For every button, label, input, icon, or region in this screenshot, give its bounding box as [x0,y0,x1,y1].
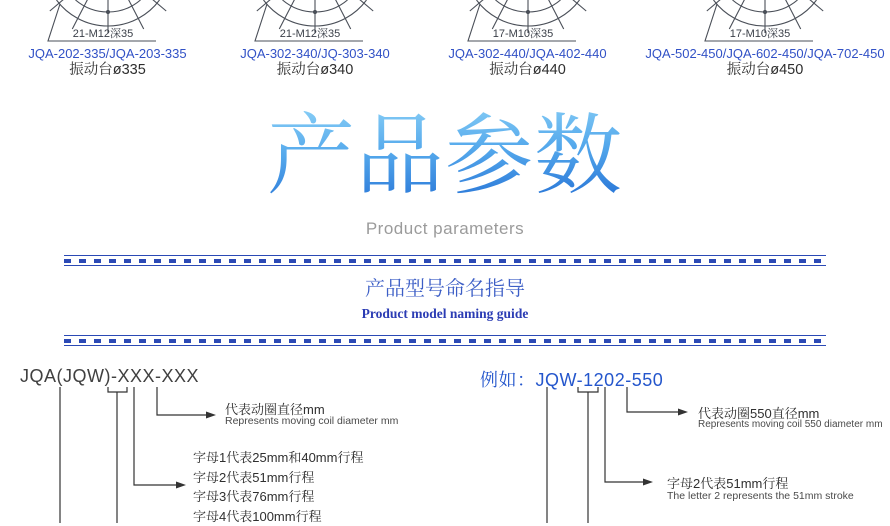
dashed-track-top [64,255,826,266]
dashed-track-bottom [64,335,826,346]
model-numbers: JQA-302-340/JQ-303-340 [240,46,390,61]
naming-guide-inner [64,266,826,335]
stroke-code-line-3: 字母3代表76mm行程 [193,487,363,507]
section-title-cn: 产品参数 [0,108,890,204]
flange-drawing-icon [215,0,415,46]
model-numbers: JQA-202-335/JQA-203-335 [28,46,186,61]
model-numbers: JQA-502-450/JQA-602-450/JQA-702-450 [645,46,884,61]
flange-drawing-icon [428,0,628,46]
flange-drawing-icon [665,0,865,46]
product-column-440 [415,0,640,80]
product-drawings-row [0,0,890,80]
hole-spec-label: 17-M10深35 [730,27,791,40]
product-column-450 [640,0,890,80]
naming-guide-title-cn: 产品型号命名指导 [64,277,826,301]
hole-spec-label: 21-M12深35 [280,27,341,40]
hole-spec-label: 21-M12深35 [72,27,133,40]
diameter-550-label-en: Represents moving coil 550 diameter mm [698,419,883,430]
table-caption: 振动台ø335 [69,62,146,79]
diameter-label-cn: 代表动圈直径mm [225,399,325,418]
stroke-code-line-4: 字母4代表100mm行程 [193,507,363,526]
naming-guide-subtitle-en: Product model naming guide [64,305,826,322]
table-caption: 振动台ø340 [277,62,354,79]
hole-spec-label: 17-M10深35 [492,27,553,40]
stroke-code-list [193,448,363,526]
stroke-code-line-2: 字母2代表51mm行程 [193,468,363,488]
stroke-code-line-1: 字母1代表25mm和40mm行程 [193,448,363,468]
table-caption: 振动台ø440 [489,62,566,79]
flange-drawing-icon [8,0,208,46]
stroke-2-label-en: The letter 2 represents the 51mm stroke [667,490,854,502]
naming-guide-banner [64,255,826,346]
product-column-340 [215,0,415,80]
section-subtitle-en: Product parameters [0,219,890,239]
model-numbers: JQA-302-440/JQA-402-440 [448,46,606,61]
table-caption: 振动台ø450 [727,62,804,79]
diameter-label-en: Represents moving coil diameter mm [225,415,398,427]
stroke-2-label-cn: 字母2代表51mm行程 [667,473,788,492]
model-example-text: 例如：JQW-1202-550 [480,366,663,392]
diameter-550-label-cn: 代表动圈550直径mm [698,403,819,422]
product-column-335 [0,0,215,80]
model-pattern-text: JQA(JQW)-XXX-XXX [20,366,199,387]
model-naming-diagrams [0,365,890,523]
